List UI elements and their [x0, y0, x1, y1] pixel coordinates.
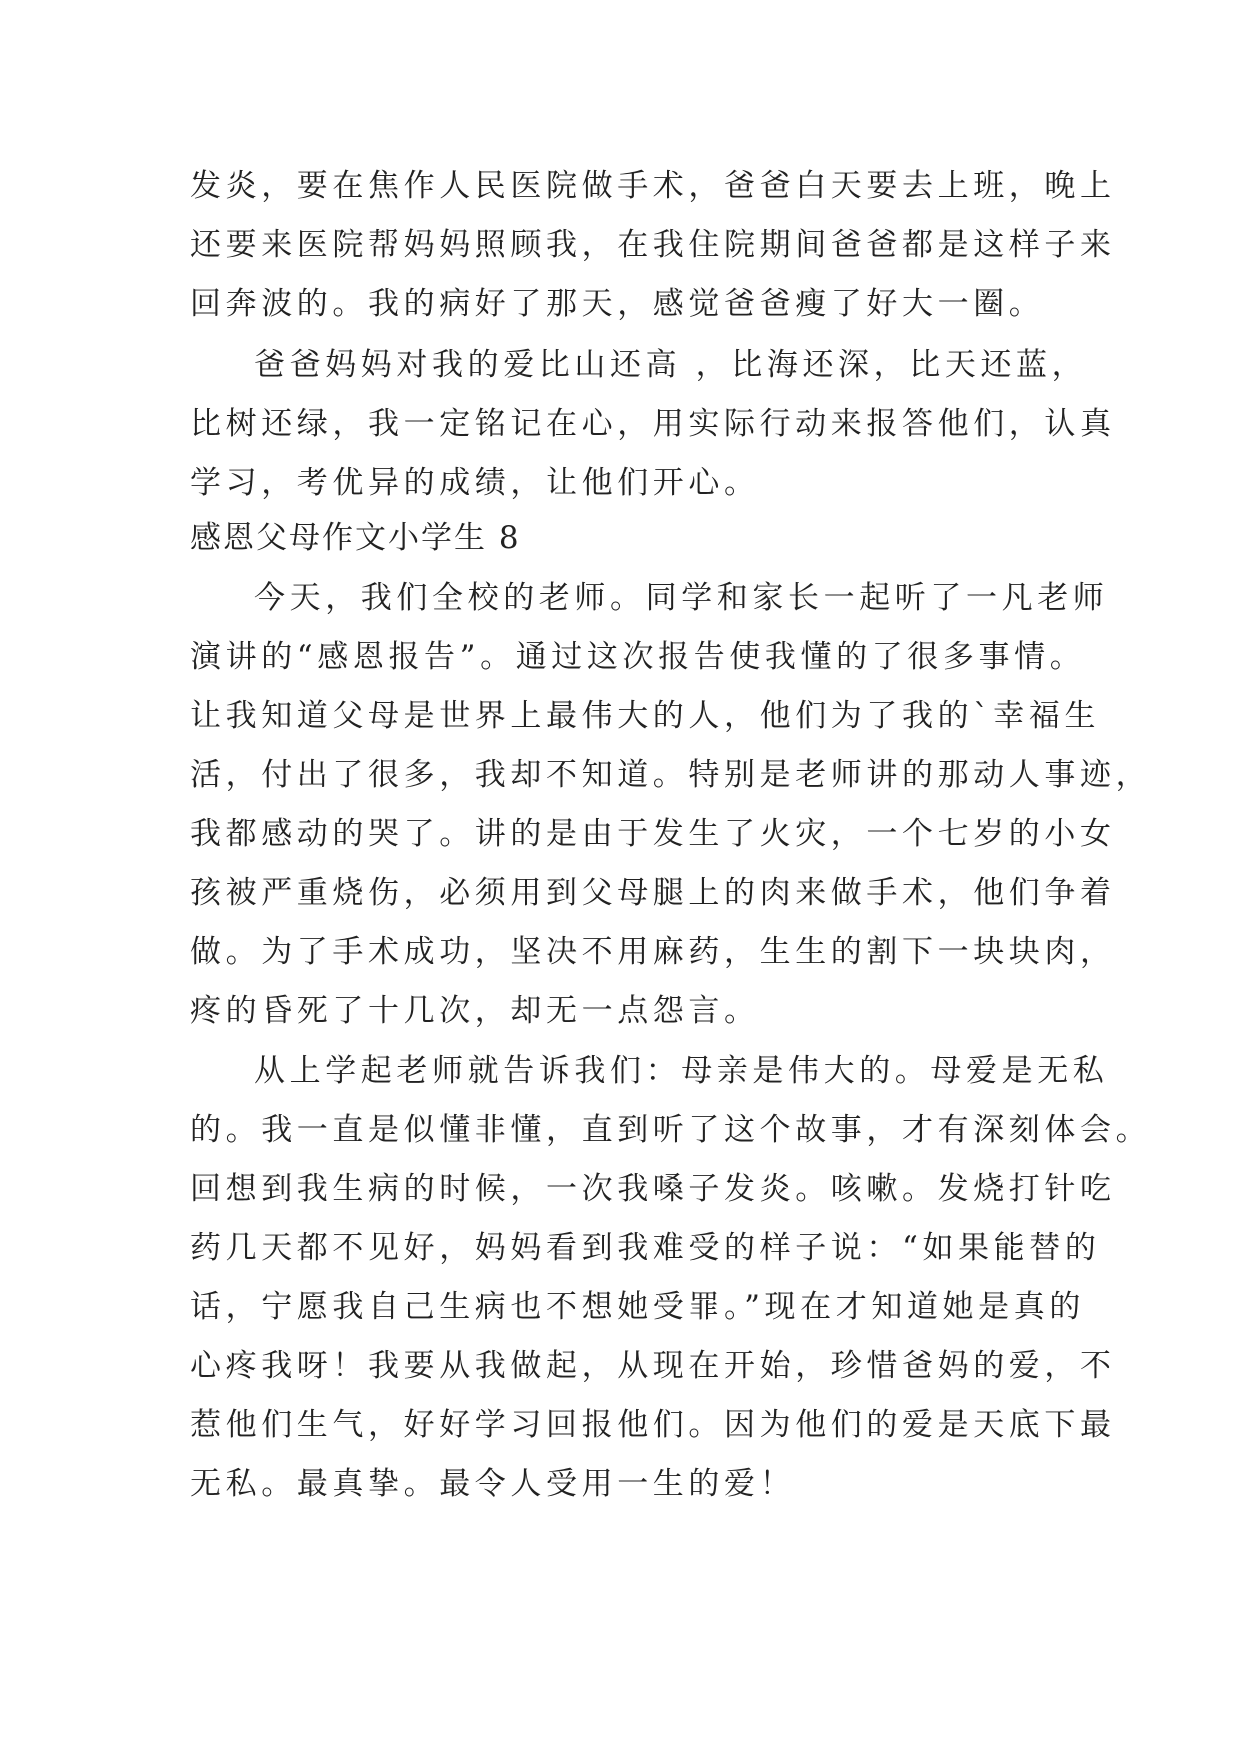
text-line: 让我知道父母是世界上最伟大的人，他们为了我的`幸福生 [190, 698, 1101, 734]
text-line: 话，宁愿我自己生病也不想她受罪。”现在才知道她是真的 [190, 1289, 1085, 1325]
text-line: 我都感动的哭了。讲的是由于发生了火灾，一个七岁的小女 [190, 816, 1116, 852]
text-line: 演讲的“感恩报告”。通过这次报告使我懂的了很多事情。 [190, 639, 1086, 675]
text-line: 做。为了手术成功，坚决不用麻药，生生的割下一块块肉， [190, 934, 1116, 970]
text-line: 药几天都不见好，妈妈看到我难受的样子说：“如果能替的 [190, 1230, 1101, 1266]
text-line: 疼的昏死了十几次，却无一点怨言。 [190, 993, 760, 1029]
text-line: 的。我一直是似懂非懂，直到听了这个故事，才有深刻体会。 [190, 1112, 1152, 1148]
text-line: 爸爸妈妈对我的爱比山还高 ，比海还深，比天还蓝， [254, 347, 1088, 383]
text-line: 比树还绿，我一定铭记在心，用实际行动来报答他们，认真 [190, 406, 1116, 442]
text-line: 还要来医院帮妈妈照顾我，在我住院期间爸爸都是这样子来 [190, 227, 1116, 263]
text-line: 孩被严重烧伤，必须用到父母腿上的肉来做手术，他们争着 [190, 875, 1116, 911]
text-line: 惹他们生气，好好学习回报他们。因为他们的爱是天底下最 [190, 1407, 1116, 1443]
text-line: 从上学起老师就告诉我们：母亲是伟大的。母爱是无私 [254, 1053, 1109, 1089]
text-line: 回想到我生病的时候，一次我嗓子发炎。咳嗽。发烧打针吃 [190, 1171, 1116, 1207]
text-line: 无私。最真挚。最令人受用一生的爱！ [190, 1466, 796, 1502]
text-line: 学习，考优异的成绩，让他们开心。 [190, 465, 760, 501]
section-heading: 感恩父母作文小学生 8 [190, 520, 521, 556]
text-line: 心疼我呀！我要从我做起，从现在开始，珍惜爸妈的爱，不 [190, 1348, 1116, 1384]
text-line: 今天，我们全校的老师。同学和家长一起听了一凡老师 [254, 580, 1109, 616]
text-line: 发炎，要在焦作人民医院做手术，爸爸白天要去上班，晚上 [190, 168, 1116, 204]
text-line: 回奔波的。我的病好了那天，感觉爸爸瘦了好大一圈。 [190, 286, 1045, 322]
text-line: 活，付出了很多，我却不知道。特别是老师讲的那动人事迹， [190, 757, 1152, 793]
